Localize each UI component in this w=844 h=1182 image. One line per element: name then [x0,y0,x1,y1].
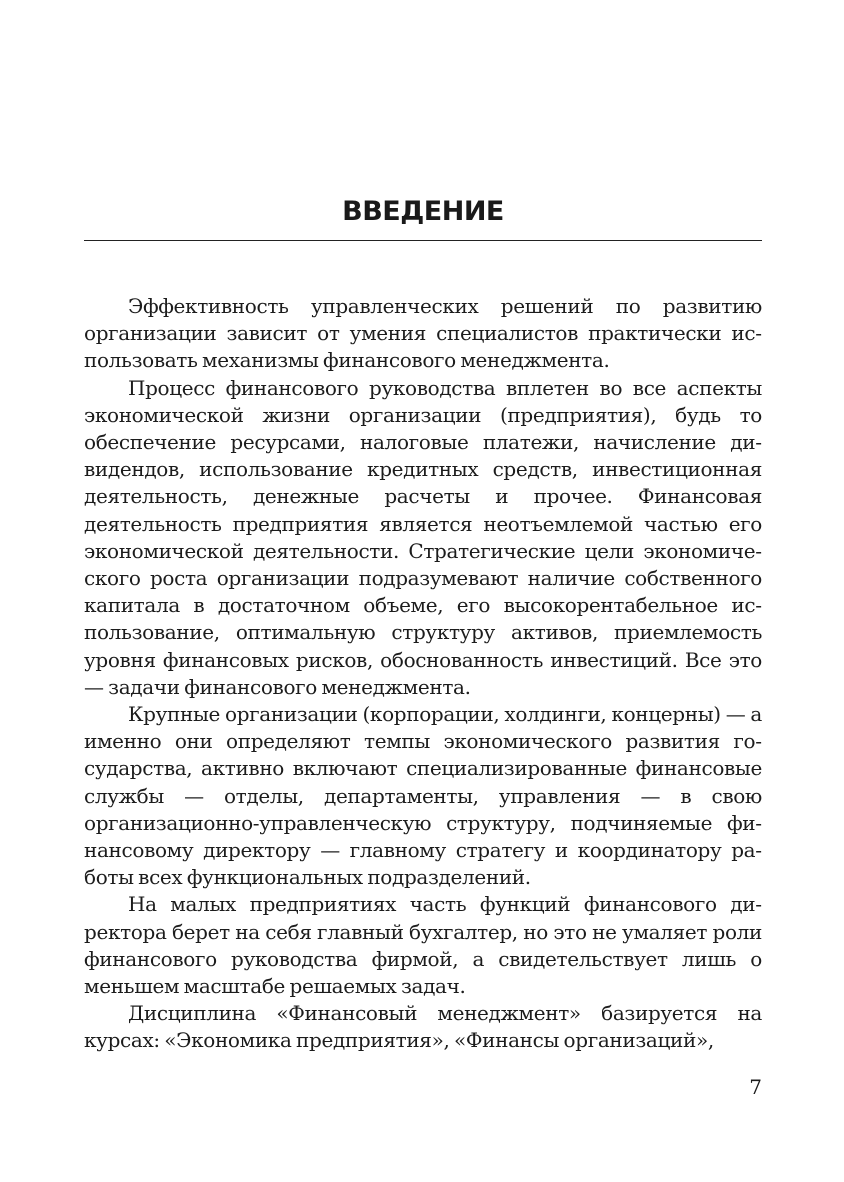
chapter-title: ВВЕДЕНИЕ [342,196,504,227]
paragraph: Дисциплина «Финансовый менеджмент» базируется на курсах: «Экономика предприятия», «Финансы организаций», [84,1001,762,1053]
paragraph: Эффективность управленческих решений по развитию организации зависит от умения специалистов практически использовать механизмы финансового менеджмента. [84,294,762,373]
title-divider [84,240,762,241]
paragraph: Крупные организации (корпорации, холдинги, концерны) — а именно они определяют темпы экономического развития государства, активно включают специализированные финансовые службы — отделы, департаменты, управления — в свою организационно-управленческую структуру, подчиняемые финансовому директору — главному стратегу и координатору работы всех функциональных подразделений. [84,702,762,890]
page-number: 7 [749,1075,762,1099]
body-text [84,293,762,1055]
paragraph: Процесс финансового руководства вплетен во все аспекты экономической жизни организации (предприятия), будь то обеспечение ресурсами, налоговые платежи, начисление дивидендов, использование кредитных средств, инвестиционная деятельность, денежные расчеты и прочее. Финансовая деятельность предприятия является неотъемлемой частью его экономической деятельности. Стратегические цели экономического роста организации подразумевают наличие собственного капитала в достаточном объеме, его высокорентабельное использование, оптимальную структуру активов, приемлемость уровня финансовых рисков, обоснованность инвестиций. Все это — задачи финансового менеджмента. [84,375,762,699]
paragraph: На малых предприятиях часть функций финансового директора берет на себя главный бухгалтер, но это не умаляет роли финансового руководства фирмой, а свидетельствует лишь о меньшем масштабе решаемых задач. [84,892,762,999]
